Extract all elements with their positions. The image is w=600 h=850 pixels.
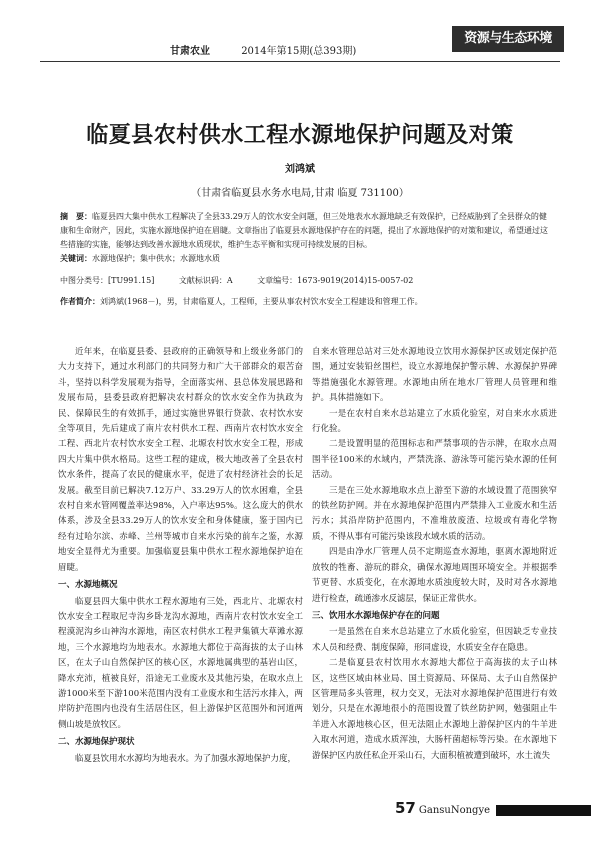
author-bio [60, 295, 550, 309]
body-paragraph: 临夏县四大集中供水工程水源地有三处，西北片、北塬农村饮水安全工程取尼寺沟乡卧龙沟水源地，西南片农村饮水安全工程漠泥沟乡山神沟水源地，南区农村供水工程尹集镇大草滩水源地，三个水源地均为地表水。水源地大都位于高海拔的太子山林区，在太子山自然保护区的核心区，水源地属典型的基岩山区，降水充沛，植被良好，沿途无工业废水及其他污染，在取水点上游1000米至下游100米范围内没有工业废水和生活污水排入，两岸防护范围内也没有生活居住区，但上游保护区范围外和河道两侧山坡是放牧区。 [58, 596, 303, 730]
author-bio-label: 作者简介： [60, 297, 100, 306]
clc-number: 中图分类号：[TU991.15] [60, 276, 155, 285]
author-name: 刘鸿斌 [285, 164, 315, 175]
body-paragraph: 二是临夏县农村饮用水水源地大都位于高海拔的太子山林区，这些区域由林业局、国土资源局、环保局、太子山自然保护区管理局多头管理，权力交叉，无法对水源地保护范围进行有效划分，只是在水源地很小的范围设置了铁丝防护网，勉强阻止牛羊进入水源地核心区，但无法阻止水源地上游保护区内的牛羊进入取水河道，造成水质浑浊，大肠杆菌超标等污染。在水源地下游保护区内放任私企开采山石，大面积植被遭到破坏，水土流失 [312, 658, 557, 761]
document-code: 文献标识码：A [178, 276, 233, 285]
body-paragraph: 一是虽然在自来水总站建立了水质化验室，但因缺乏专业技术人员和经费、制度保障，形同虚设，水质安全存在隐患。 [312, 627, 557, 653]
header-rule [40, 61, 560, 62]
author-bio-text: 刘鸿斌(1968－)，男，甘肃临夏人，工程师，主要从事农村饮水安全工程建设和管理工作。 [100, 297, 423, 306]
article-title: 临夏县农村供水工程水源地保护问题及对策 [86, 122, 514, 148]
keywords [60, 252, 550, 266]
page-number: 57 [395, 799, 416, 817]
classification-line [60, 274, 550, 288]
body-paragraph: 三是在三处水源地取水点上游至下游的水域设置了范围狭窄的铁丝防护网。并在水源地保护范围内严禁排入工业废水和生活污水；其沿岸防护范围内，不准堆放废渣、垃圾或有毒化学物质，不得从事有可能污染该段水域水质的活动。 [312, 485, 557, 542]
section-heading: 一、水源地概况 [58, 580, 118, 591]
abstract-label: 摘 要： [60, 212, 92, 221]
abstract-text: 临夏县四大集中供水工程解决了全县33.29万人的饮水安全问题，但三处地表水水源地缺乏有效保护，已经威胁到了全县群众的健康和生命财产，因此，实施水源地保护迫在眉睫。文章指出了临夏县水源地保护存在的问题，提出了水源地保护的对策和建议，希望通过这些措施的实施，能够达到改善水源地水质现状，维护生态平衡和实现可持续发展的目标。 [60, 212, 548, 249]
affiliation: （甘肃省临夏县水务水电局,甘肃 临夏 731100） [191, 188, 409, 199]
body-paragraph: 四是由净水厂管理人员不定期巡查水源地，驱离水源地附近放牧的牲畜、游玩的群众，确保水源地周围环境安全。并根据季节更替、水质变化，在水源地水质浊度较大时，及时对各水源地进行检查，疏通渗水反滤层，保证正常供水。 [312, 547, 557, 604]
footer-bar [496, 805, 591, 816]
issue-info: 2014年第15期(总393期) [241, 46, 357, 57]
keywords-label: 关键词： [60, 254, 92, 263]
body-paragraph: 临夏县饮用水水源均为地表水。为了加强水源地保护力度， [75, 753, 297, 764]
section-badge: 资源与生态环境 [452, 26, 564, 52]
body-paragraph: 二是设置明显的范围标志和严禁事项的告示牌，在取水点周围半径100米的水域内，严禁洗涤、游泳等可能污染水源的任何活动。 [312, 439, 557, 481]
running-header [170, 42, 356, 57]
body-paragraph: 一是在农村自来水总站建立了水质化验室，对自来水水质进行化验。 [312, 408, 557, 435]
section-heading: 二、水源地保护现状 [58, 737, 135, 748]
intro-paragraph: 近年来，在临夏县委、县政府的正确领导和上级业务部门的大力支持下，通过水利部门的共同努力和广大干部群众的艰苦奋斗，坚持以科学发展观为指导，全面落实州、县总体发展思路和发展布局，县委县政府把解决农村群众的饮水安全作为执政为民、保障民生的有效抓手，通过实施世界银行贷款、农村饮水安全等项目，先后建成了南片农村供水工程、西南片农村饮水安全工程、西北片农村饮水安全工程、北塬农村饮水安全工程，形成四大片集中供水格局。这些工程的建成，极大地改善了全县农村饮水条件，提高了农民的健康水平，促进了农村经济社会的长足发展。截至目前已解决7.12万户、33.29万人的饮水困难，全县农村自来水管网覆盖率达98%，入户率达95%。这么庞大的供水体系，涉及全县33.29万人的饮水安全和身体健康，鉴于国内已经有过哈尔滨、赤峰、兰州等城市自来水污染的前车之鉴，水源地安全显得尤为重要。加强临夏县集中供水工程水源地保护迫在眉睫。 [58, 347, 303, 573]
body-paragraph: 自来水管理总站对三处水源地设立饮用水源保护区或划定保护范围，通过安装铅丝围栏，设立水源地保护警示牌、水源保护界碑等措施强化水源管理。水源地由所在地水厂管理人员管理和维护。具体措施如下。 [312, 347, 557, 404]
page-footer [395, 799, 591, 817]
left-column [58, 345, 303, 767]
keywords-text: 水源地保护；集中供水；水源地水质 [92, 254, 220, 263]
footer-journal: GansuNongye [418, 805, 491, 816]
abstract [60, 210, 550, 252]
right-column [312, 345, 557, 764]
article-number: 文章编号：1673-9019(2014)15-0057-02 [257, 276, 414, 285]
journal-name: 甘肃农业 [170, 46, 210, 57]
section-heading: 三、饮用水水源地保护存在的问题 [312, 610, 440, 621]
